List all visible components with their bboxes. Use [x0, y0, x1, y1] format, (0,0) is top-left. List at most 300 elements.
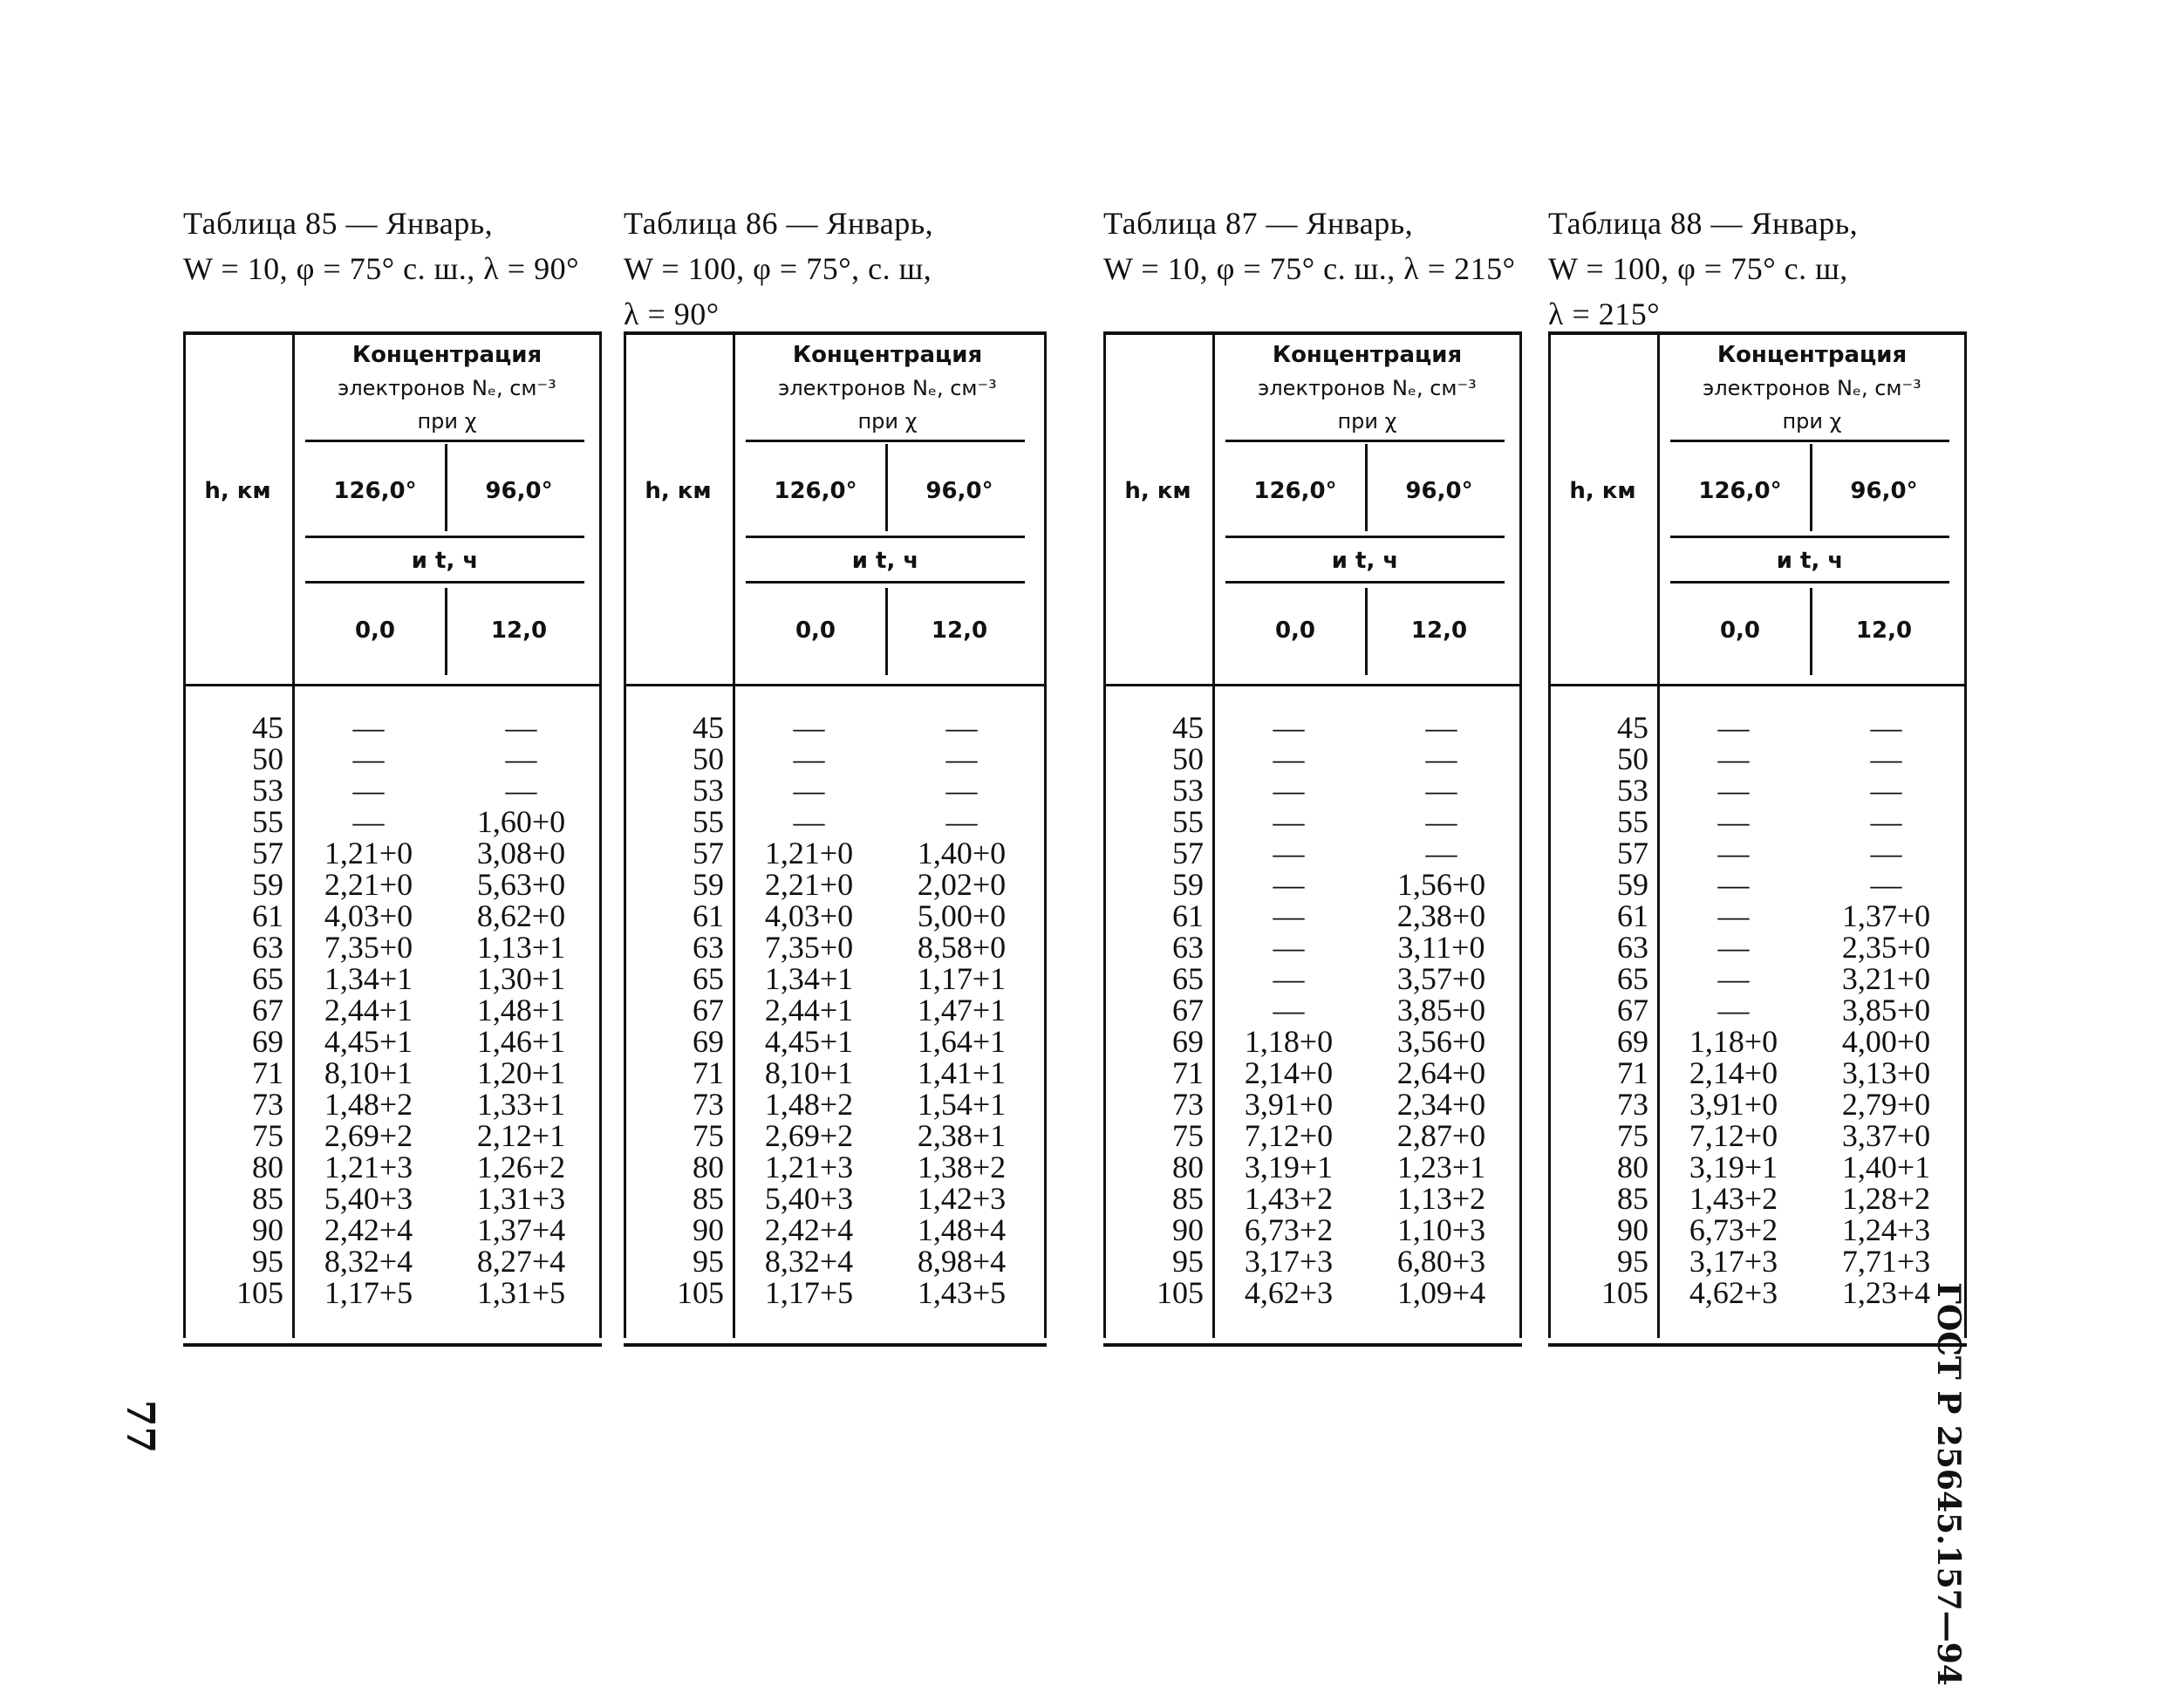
table-row — [183, 775, 602, 806]
ne-96-cell: 1,41+1 — [917, 1055, 1007, 1090]
table-row — [1103, 963, 1522, 994]
ne-96-cell: 1,40+1 — [1841, 1150, 1931, 1184]
altitude-cell: 90 — [693, 1212, 724, 1247]
table-row — [1103, 1214, 1522, 1246]
altitude-cell: 105 — [1157, 1275, 1204, 1310]
ne-126-cell: 4,62+3 — [1689, 1275, 1778, 1310]
ne-126-cell: 3,91+0 — [1244, 1087, 1334, 1122]
ne-126-cell: — — [1273, 961, 1305, 996]
altitude-cell: 75 — [1617, 1118, 1648, 1153]
table-row — [624, 712, 1047, 743]
ne-96-cell: 6,80+3 — [1396, 1244, 1486, 1279]
table-row — [1103, 1183, 1522, 1214]
table-frame — [624, 331, 1047, 1347]
altitude-cell: 90 — [1172, 1212, 1204, 1247]
ne-96-cell: 1,64+1 — [917, 1024, 1007, 1059]
table-frame — [183, 331, 602, 1347]
table-86 — [624, 201, 1047, 1343]
ne-126-cell: 5,40+3 — [764, 1181, 854, 1216]
ne-126-cell: 4,45+1 — [764, 1024, 854, 1059]
altitude-cell: 75 — [252, 1118, 283, 1153]
table-row — [183, 1246, 602, 1277]
altitude-cell: 65 — [252, 961, 283, 996]
ne-96-cell: 1,10+3 — [1396, 1212, 1486, 1247]
altitude-cell: 50 — [693, 741, 724, 776]
altitude-cell: 63 — [252, 930, 283, 965]
ne-96-cell: — — [945, 741, 978, 776]
ne-96-cell: 1,38+2 — [917, 1150, 1007, 1184]
ne-96-cell: 3,21+0 — [1841, 961, 1931, 996]
table-row — [624, 775, 1047, 806]
ne-126-cell: — — [352, 741, 385, 776]
table-body — [1548, 712, 1967, 1308]
ne-126-cell: — — [1273, 993, 1305, 1027]
ne-96-cell: 3,56+0 — [1396, 1024, 1486, 1059]
altitude-cell: 73 — [1617, 1087, 1648, 1122]
ne-126-cell: 2,44+1 — [764, 993, 854, 1027]
table-row — [1548, 932, 1967, 963]
table-row — [1548, 963, 1967, 994]
table-row — [1548, 1246, 1967, 1277]
table-frame — [1548, 331, 1967, 1347]
ne-96-cell: — — [1870, 710, 1902, 745]
table-row — [1548, 1120, 1967, 1151]
ne-96-cell: 2,87+0 — [1396, 1118, 1486, 1153]
ne-96-cell: 1,13+2 — [1396, 1181, 1486, 1216]
ne-126-cell: 8,32+4 — [764, 1244, 854, 1279]
ne-96-cell: 1,28+2 — [1841, 1181, 1931, 1216]
altitude-cell: 53 — [1172, 773, 1204, 808]
ne-96-cell: 3,85+0 — [1841, 993, 1931, 1027]
ne-126-cell: 1,21+3 — [324, 1150, 413, 1184]
ne-126-cell: 3,91+0 — [1689, 1087, 1778, 1122]
table-row — [624, 900, 1047, 932]
table-row — [1103, 1057, 1522, 1089]
altitude-cell: 45 — [693, 710, 724, 745]
table-row — [1103, 712, 1522, 743]
table-row — [1103, 1026, 1522, 1057]
ne-96-cell: — — [1425, 741, 1457, 776]
table-row — [183, 932, 602, 963]
t-label: и t, ч — [851, 548, 919, 574]
table-caption: Таблица 85 — Январь, W = 10, φ = 75° с. ш., λ = 90° — [183, 206, 579, 286]
ne-96-cell: 1,31+3 — [476, 1181, 566, 1216]
ne-96-cell: 8,27+4 — [476, 1244, 566, 1279]
altitude-cell: 65 — [1172, 961, 1204, 996]
t-0: 0,0 — [354, 618, 396, 644]
altitude-cell: 85 — [252, 1181, 283, 1216]
ne-126-cell: 2,14+0 — [1689, 1055, 1778, 1090]
ne-96-cell: — — [505, 741, 537, 776]
table-caption: Таблица 88 — Январь, W = 100, φ = 75° с. ш, λ = 215° — [1548, 206, 1859, 331]
altitude-cell: 63 — [1617, 930, 1648, 965]
ne-96-cell: 1,43+5 — [917, 1275, 1007, 1310]
table-row — [1548, 775, 1967, 806]
ne-96-cell: — — [1425, 710, 1457, 745]
h-label: h, км — [1124, 478, 1191, 504]
table-row — [1103, 775, 1522, 806]
altitude-cell: 71 — [252, 1055, 283, 1090]
ne-96-cell: 2,64+0 — [1396, 1055, 1486, 1090]
altitude-cell: 67 — [1617, 993, 1648, 1027]
altitude-cell: 69 — [1617, 1024, 1648, 1059]
t-12: 12,0 — [931, 618, 988, 644]
ne-96-cell: 8,62+0 — [476, 898, 566, 933]
ne-96-cell: — — [945, 773, 978, 808]
table-row — [1548, 806, 1967, 837]
table-row — [1103, 1089, 1522, 1120]
table-row — [1548, 1277, 1967, 1308]
ne-96-cell: 1,17+1 — [917, 961, 1007, 996]
ne-96-cell: 5,00+0 — [917, 898, 1007, 933]
altitude-cell: 57 — [693, 836, 724, 870]
table-row — [183, 1183, 602, 1214]
table-row — [1548, 869, 1967, 900]
table-row — [1103, 1120, 1522, 1151]
ne-126-cell: — — [1717, 961, 1750, 996]
chi-96: 96,0° — [1850, 478, 1918, 504]
table-row — [1103, 994, 1522, 1026]
altitude-cell: 67 — [693, 993, 724, 1027]
t-label: и t, ч — [1331, 548, 1399, 574]
altitude-cell: 69 — [1172, 1024, 1204, 1059]
ne-96-cell: 1,23+1 — [1396, 1150, 1486, 1184]
concentration-label: Концентрация электронов Nₑ, см⁻³ при χ — [778, 342, 997, 433]
chi-96: 96,0° — [925, 478, 993, 504]
ne-126-cell: 7,12+0 — [1244, 1118, 1334, 1153]
ne-96-cell: — — [1870, 836, 1902, 870]
ne-126-cell: 2,21+0 — [324, 867, 413, 902]
chi-126: 126,0° — [1698, 478, 1782, 504]
table-row — [1103, 1151, 1522, 1183]
ne-126-cell: 6,73+2 — [1689, 1212, 1778, 1247]
ne-126-cell: 1,34+1 — [764, 961, 854, 996]
altitude-cell: 105 — [677, 1275, 724, 1310]
table-88 — [1548, 201, 1967, 1343]
ne-96-cell: — — [1425, 804, 1457, 839]
ne-126-cell: — — [1273, 930, 1305, 965]
altitude-cell: 80 — [693, 1150, 724, 1184]
ne-126-cell: 3,19+1 — [1689, 1150, 1778, 1184]
table-row — [1103, 932, 1522, 963]
table-85 — [183, 201, 602, 1343]
table-row — [183, 1057, 602, 1089]
table-row — [183, 1120, 602, 1151]
table-row — [183, 1151, 602, 1183]
ne-126-cell: — — [1273, 898, 1305, 933]
ne-126-cell: — — [1717, 993, 1750, 1027]
altitude-cell: 45 — [252, 710, 283, 745]
table-body — [1103, 712, 1522, 1308]
ne-96-cell: 1,48+1 — [476, 993, 566, 1027]
ne-126-cell: 1,21+0 — [764, 836, 854, 870]
ne-126-cell: — — [1273, 741, 1305, 776]
h-label: h, км — [204, 478, 271, 504]
table-row — [183, 1214, 602, 1246]
table-body — [624, 712, 1047, 1308]
table-row — [624, 743, 1047, 775]
altitude-cell: 59 — [693, 867, 724, 902]
ne-126-cell: 2,69+2 — [324, 1118, 413, 1153]
table-row — [1548, 1089, 1967, 1120]
page-number: 77 — [118, 1399, 163, 1454]
ne-126-cell: — — [1717, 741, 1750, 776]
table-row — [1103, 1246, 1522, 1277]
ne-96-cell: 8,98+4 — [917, 1244, 1007, 1279]
ne-126-cell: — — [1717, 898, 1750, 933]
altitude-cell: 55 — [1172, 804, 1204, 839]
ne-126-cell: 2,14+0 — [1244, 1055, 1334, 1090]
ne-96-cell: 1,30+1 — [476, 961, 566, 996]
table-row — [624, 994, 1047, 1026]
ne-96-cell: 1,37+4 — [476, 1212, 566, 1247]
altitude-cell: 55 — [1617, 804, 1648, 839]
altitude-cell: 61 — [693, 898, 724, 933]
ne-96-cell: 2,35+0 — [1841, 930, 1931, 965]
altitude-cell: 59 — [1172, 867, 1204, 902]
table-row — [624, 1026, 1047, 1057]
table-row — [1103, 869, 1522, 900]
altitude-cell: 65 — [693, 961, 724, 996]
ne-126-cell: 1,21+0 — [324, 836, 413, 870]
ne-126-cell: 2,69+2 — [764, 1118, 854, 1153]
table-row — [624, 1151, 1047, 1183]
ne-126-cell: 2,21+0 — [764, 867, 854, 902]
t-12: 12,0 — [1410, 618, 1468, 644]
ne-126-cell: — — [1273, 867, 1305, 902]
altitude-cell: 59 — [252, 867, 283, 902]
table-row — [183, 806, 602, 837]
table-row — [1103, 743, 1522, 775]
altitude-cell: 65 — [1617, 961, 1648, 996]
ne-96-cell: 1,60+0 — [476, 804, 566, 839]
t-label: и t, ч — [411, 548, 479, 574]
ne-96-cell: 1,23+4 — [1841, 1275, 1931, 1310]
ne-126-cell: 3,19+1 — [1244, 1150, 1334, 1184]
table-row — [624, 806, 1047, 837]
altitude-cell: 95 — [1617, 1244, 1648, 1279]
altitude-cell: 80 — [1617, 1150, 1648, 1184]
altitude-cell: 57 — [1172, 836, 1204, 870]
altitude-cell: 105 — [1601, 1275, 1648, 1310]
table-row — [624, 1183, 1047, 1214]
h-label: h, км — [645, 478, 712, 504]
altitude-cell: 73 — [1172, 1087, 1204, 1122]
ne-96-cell: — — [505, 710, 537, 745]
ne-126-cell: — — [1717, 710, 1750, 745]
ne-96-cell: 1,40+0 — [917, 836, 1007, 870]
altitude-cell: 90 — [252, 1212, 283, 1247]
table-row — [183, 1277, 602, 1308]
ne-96-cell: 1,56+0 — [1396, 867, 1486, 902]
table-row — [624, 1214, 1047, 1246]
table-row — [183, 963, 602, 994]
altitude-cell: 55 — [693, 804, 724, 839]
altitude-cell: 90 — [1617, 1212, 1648, 1247]
altitude-cell: 59 — [1617, 867, 1648, 902]
table-caption: Таблица 86 — Январь, W = 100, φ = 75°, с. ш, λ = 90° — [624, 206, 934, 331]
standard-code: ГОСТ Р 25645.157—94 — [1930, 1282, 1967, 1686]
table-row — [624, 963, 1047, 994]
ne-96-cell: — — [945, 710, 978, 745]
ne-96-cell: 1,48+4 — [917, 1212, 1007, 1247]
table-row — [183, 1089, 602, 1120]
altitude-cell: 80 — [1172, 1150, 1204, 1184]
altitude-cell: 57 — [1617, 836, 1648, 870]
t-label: и t, ч — [1776, 548, 1844, 574]
table-row — [1548, 837, 1967, 869]
altitude-cell: 80 — [252, 1150, 283, 1184]
table-row — [624, 1246, 1047, 1277]
ne-96-cell: 2,12+1 — [476, 1118, 566, 1153]
ne-96-cell: 2,79+0 — [1841, 1087, 1931, 1122]
ne-96-cell: — — [945, 804, 978, 839]
ne-96-cell: 7,71+3 — [1841, 1244, 1931, 1279]
table-87 — [1103, 201, 1522, 1343]
altitude-cell: 55 — [252, 804, 283, 839]
altitude-cell: 50 — [1172, 741, 1204, 776]
ne-126-cell: 3,17+3 — [1244, 1244, 1334, 1279]
altitude-cell: 105 — [236, 1275, 283, 1310]
ne-96-cell: 3,08+0 — [476, 836, 566, 870]
ne-96-cell: 1,31+5 — [476, 1275, 566, 1310]
ne-126-cell: 3,17+3 — [1689, 1244, 1778, 1279]
table-row — [1548, 712, 1967, 743]
ne-96-cell: 2,34+0 — [1396, 1087, 1486, 1122]
ne-126-cell: — — [1717, 836, 1750, 870]
altitude-cell: 53 — [693, 773, 724, 808]
altitude-cell: 69 — [252, 1024, 283, 1059]
ne-96-cell: — — [1870, 741, 1902, 776]
ne-96-cell: 3,57+0 — [1396, 961, 1486, 996]
ne-126-cell: 1,43+2 — [1689, 1181, 1778, 1216]
ne-126-cell: 8,10+1 — [764, 1055, 854, 1090]
ne-126-cell: 4,62+3 — [1244, 1275, 1334, 1310]
table-row — [1103, 1277, 1522, 1308]
table-row — [624, 1089, 1047, 1120]
altitude-cell: 71 — [693, 1055, 724, 1090]
table-row — [1548, 1026, 1967, 1057]
ne-126-cell: 5,40+3 — [324, 1181, 413, 1216]
ne-126-cell: — — [793, 710, 825, 745]
altitude-cell: 50 — [252, 741, 283, 776]
t-0: 0,0 — [1274, 618, 1316, 644]
ne-126-cell: 2,42+4 — [324, 1212, 413, 1247]
ne-126-cell: 1,48+2 — [324, 1087, 413, 1122]
ne-96-cell: 3,13+0 — [1841, 1055, 1931, 1090]
table-row — [624, 869, 1047, 900]
ne-126-cell: 1,43+2 — [1244, 1181, 1334, 1216]
altitude-cell: 73 — [252, 1087, 283, 1122]
ne-126-cell: 1,18+0 — [1689, 1024, 1778, 1059]
table-row — [183, 994, 602, 1026]
ne-126-cell: — — [1717, 930, 1750, 965]
ne-126-cell: — — [352, 710, 385, 745]
altitude-cell: 67 — [252, 993, 283, 1027]
ne-126-cell: 2,42+4 — [764, 1212, 854, 1247]
ne-126-cell: — — [1717, 867, 1750, 902]
ne-96-cell: — — [1425, 836, 1457, 870]
ne-126-cell: 4,03+0 — [324, 898, 413, 933]
altitude-cell: 71 — [1172, 1055, 1204, 1090]
table-row — [1103, 900, 1522, 932]
ne-96-cell: 8,58+0 — [917, 930, 1007, 965]
ne-96-cell: 1,26+2 — [476, 1150, 566, 1184]
ne-126-cell: — — [1717, 773, 1750, 808]
table-row — [183, 900, 602, 932]
ne-126-cell: 2,44+1 — [324, 993, 413, 1027]
ne-126-cell: 1,17+5 — [764, 1275, 854, 1310]
ne-126-cell: — — [1273, 710, 1305, 745]
table-row — [1548, 1183, 1967, 1214]
chi-126: 126,0° — [333, 478, 417, 504]
ne-96-cell: — — [1870, 867, 1902, 902]
table-row — [183, 869, 602, 900]
altitude-cell: 45 — [1617, 710, 1648, 745]
ne-96-cell: 1,24+3 — [1841, 1212, 1931, 1247]
ne-126-cell: — — [1273, 773, 1305, 808]
chi-126: 126,0° — [774, 478, 857, 504]
altitude-cell: 63 — [1172, 930, 1204, 965]
table-row — [1103, 837, 1522, 869]
altitude-cell: 85 — [1172, 1181, 1204, 1216]
table-row — [183, 743, 602, 775]
ne-126-cell: 8,32+4 — [324, 1244, 413, 1279]
ne-126-cell: 7,35+0 — [764, 930, 854, 965]
ne-96-cell: 1,13+1 — [476, 930, 566, 965]
table-row — [183, 837, 602, 869]
ne-126-cell: — — [1717, 804, 1750, 839]
ne-96-cell: — — [1870, 773, 1902, 808]
ne-96-cell: 1,37+0 — [1841, 898, 1931, 933]
ne-126-cell: 1,34+1 — [324, 961, 413, 996]
chi-96: 96,0° — [1405, 478, 1473, 504]
chi-96: 96,0° — [485, 478, 553, 504]
ne-126-cell: — — [352, 804, 385, 839]
ne-96-cell: — — [505, 773, 537, 808]
altitude-cell: 53 — [252, 773, 283, 808]
ne-126-cell: — — [793, 741, 825, 776]
t-0: 0,0 — [795, 618, 836, 644]
t-12: 12,0 — [1855, 618, 1913, 644]
table-row — [624, 932, 1047, 963]
altitude-cell: 85 — [1617, 1181, 1648, 1216]
table-row — [1548, 994, 1967, 1026]
altitude-cell: 71 — [1617, 1055, 1648, 1090]
h-label: h, км — [1569, 478, 1636, 504]
ne-126-cell: 7,35+0 — [324, 930, 413, 965]
concentration-label: Концентрация электронов Nₑ, см⁻³ при χ — [338, 342, 556, 433]
table-frame — [1103, 331, 1522, 1347]
ne-96-cell: — — [1870, 804, 1902, 839]
altitude-cell: 69 — [693, 1024, 724, 1059]
ne-126-cell: 4,03+0 — [764, 898, 854, 933]
table-row — [1548, 743, 1967, 775]
altitude-cell: 45 — [1172, 710, 1204, 745]
table-row — [624, 837, 1047, 869]
altitude-cell: 61 — [252, 898, 283, 933]
altitude-cell: 53 — [1617, 773, 1648, 808]
table-row — [183, 1026, 602, 1057]
altitude-cell: 75 — [1172, 1118, 1204, 1153]
altitude-cell: 95 — [1172, 1244, 1204, 1279]
chi-126: 126,0° — [1253, 478, 1337, 504]
ne-126-cell: 1,48+2 — [764, 1087, 854, 1122]
ne-96-cell: — — [1425, 773, 1457, 808]
ne-96-cell: 3,85+0 — [1396, 993, 1486, 1027]
concentration-label: Концентрация электронов Nₑ, см⁻³ при χ — [1258, 342, 1477, 433]
altitude-cell: 61 — [1172, 898, 1204, 933]
